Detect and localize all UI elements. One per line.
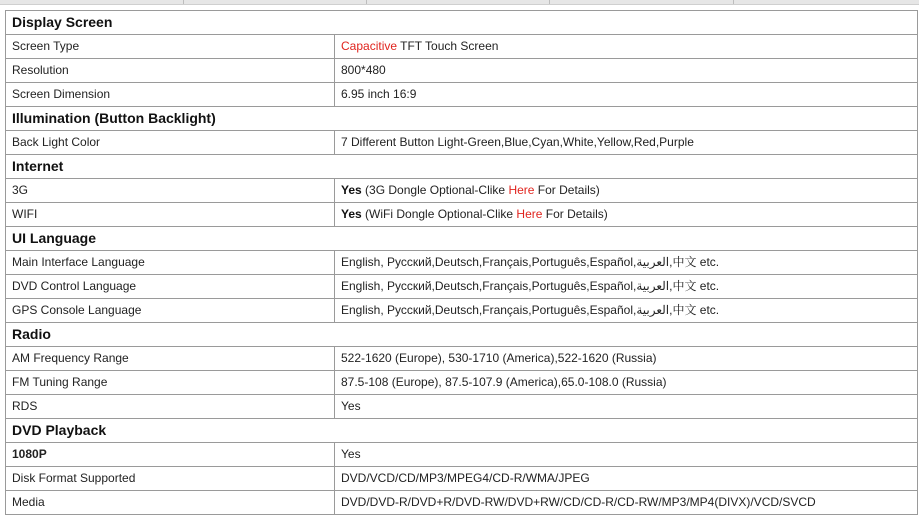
table-row: [6, 491, 918, 515]
row-value: 6.95 inch 16:9: [335, 83, 918, 107]
row-label: FM Tuning Range: [6, 371, 335, 395]
section-header-row: [6, 419, 918, 443]
row-value: English, Русский,Deutsch,Français,Português,Español,العربية,中文 etc.: [335, 275, 918, 299]
row-label: Main Interface Language: [6, 251, 335, 275]
table-row: [6, 59, 918, 83]
row-value: 7 Different Button Light-Green,Blue,Cyan,White,Yellow,Red,Purple: [335, 131, 918, 155]
row-value: [335, 203, 918, 227]
table-row: [6, 275, 918, 299]
row-value: English, Русский,Deutsch,Français,Português,Español,العربية,中文 etc.: [335, 299, 918, 323]
row-label: Screen Type: [6, 35, 335, 59]
section-title: UI Language: [6, 227, 918, 251]
section-title: Display Screen: [6, 11, 918, 35]
row-label: Disk Format Supported: [6, 467, 335, 491]
row-value: 87.5-108 (Europe), 87.5-107.9 (America),65.0-108.0 (Russia): [335, 371, 918, 395]
row-label: Back Light Color: [6, 131, 335, 155]
table-row: [6, 131, 918, 155]
value-bold-text: Yes: [341, 207, 362, 221]
row-value: [335, 179, 918, 203]
section-header-row: [6, 323, 918, 347]
row-label: Resolution: [6, 59, 335, 83]
value-text: (3G Dongle Optional-Clike: [361, 183, 509, 197]
row-label: 1080P: [6, 443, 335, 467]
row-label: Screen Dimension: [6, 83, 335, 107]
row-label: AM Frequency Range: [6, 347, 335, 371]
value-text: TFT Touch Screen: [397, 39, 499, 53]
highlight-text: Capacitive: [341, 39, 398, 53]
row-value: English, Русский,Deutsch,Français,Português,Español,العربية,中文 etc.: [335, 251, 918, 275]
row-value: 522-1620 (Europe), 530-1710 (America),522-1620 (Russia): [335, 347, 918, 371]
value-text: For Details): [542, 207, 608, 221]
table-row: [6, 35, 918, 59]
table-row: [6, 467, 918, 491]
section-title: Internet: [6, 155, 918, 179]
row-label: RDS: [6, 395, 335, 419]
value-bold-text: Yes: [341, 183, 362, 197]
row-label: Media: [6, 491, 335, 515]
row-label: 3G: [6, 179, 335, 203]
details-link[interactable]: Here: [508, 183, 535, 197]
table-row: [6, 347, 918, 371]
table-row: [6, 371, 918, 395]
section-title: Illumination (Button Backlight): [6, 107, 918, 131]
section-header-row: [6, 227, 918, 251]
row-value: DVD/DVD-R/DVD+R/DVD-RW/DVD+RW/CD/CD-R/CD-RW/MP3/MP4(DIVX)/VCD/SVCD: [335, 491, 918, 515]
table-row: [6, 299, 918, 323]
value-text: For Details): [534, 183, 600, 197]
section-title: Radio: [6, 323, 918, 347]
table-row: [6, 251, 918, 275]
row-value: [335, 35, 918, 59]
section-header-row: [6, 155, 918, 179]
spec-table: [5, 10, 918, 515]
table-row: [6, 443, 918, 467]
section-header-row: [6, 11, 918, 35]
row-label: WIFI: [6, 203, 335, 227]
details-link[interactable]: Here: [516, 207, 543, 221]
table-row: [6, 203, 918, 227]
row-value: DVD/VCD/CD/MP3/MPEG4/CD-R/WMA/JPEG: [335, 467, 918, 491]
table-row: [6, 395, 918, 419]
table-row: [6, 179, 918, 203]
row-value: 800*480: [335, 59, 918, 83]
value-text: (WiFi Dongle Optional-Clike: [361, 207, 517, 221]
section-title: DVD Playback: [6, 419, 918, 443]
table-row: [6, 83, 918, 107]
row-value: Yes: [335, 443, 918, 467]
section-header-row: [6, 107, 918, 131]
row-label: GPS Console Language: [6, 299, 335, 323]
row-value: Yes: [335, 395, 918, 419]
top-scroll-strip: [0, 0, 919, 5]
row-label: DVD Control Language: [6, 275, 335, 299]
